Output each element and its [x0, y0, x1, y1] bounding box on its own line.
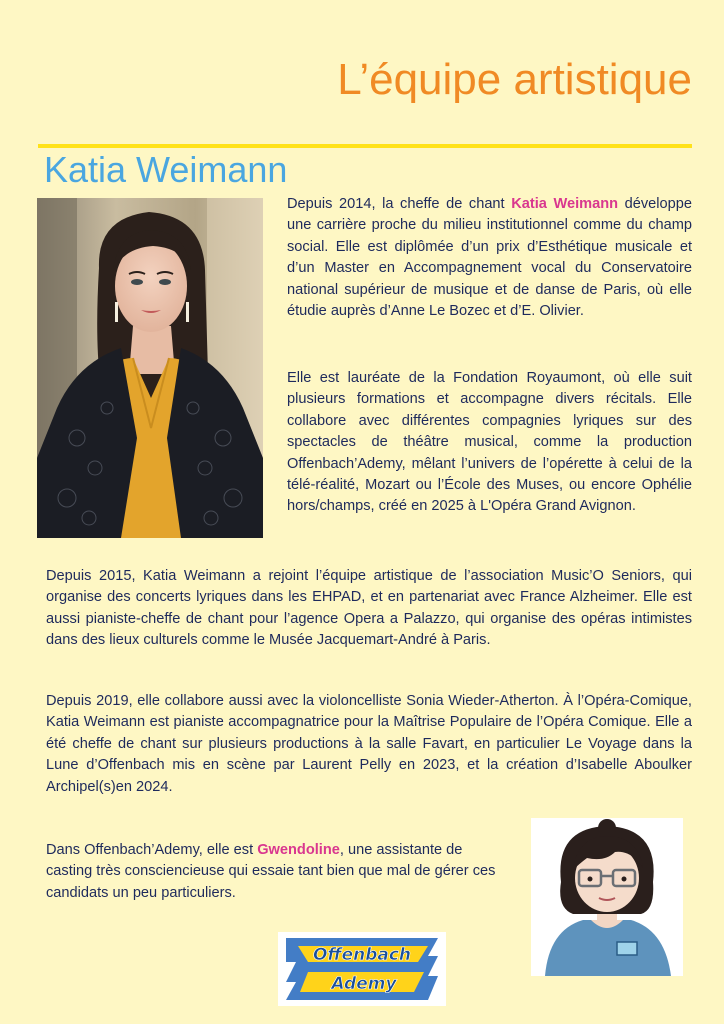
logo-line-2: Ademy [331, 974, 397, 994]
highlight-role: Gwendoline [257, 842, 340, 858]
bio-paragraph-4: Depuis 2019, elle collabore aussi avec la violoncelliste Sonia Wieder-Atherton. À l’Opéra-Comique, Katia Weimann est pianiste accompagnatrice pour la Maîtrise Populaire de l’Opéra Comique. Elle a été cheffe de chant sur plusieurs productions à la salle Favart, en particulier Le Voyage dans la Lune d’Offenbach mis en scène par Laurent Pelly en 2023, et la création d’Isabelle Aboulker Archipel(s)en 2024. [46, 693, 692, 795]
person-name: Katia Weimann [44, 149, 288, 190]
bio-paragraph-3: Depuis 2015, Katia Weimann a rejoint l’équipe artistique de l’association Music’O Seniors, qui organise des concerts lyriques dans les EHPAD, et en partenariat avec France Alzheimer. Elle est aussi pianiste-cheffe de chant pour l’agence Opera a Palazzo, qui organise des opéras intimistes dans des lieux culturels comme le Musée Jacquemart-André à Paris. [46, 568, 692, 649]
role-paragraph: Dans Offenbach’Ademy, elle est Gwendoline, une assistante de casting très consciencieuse qui essaie tant bien que mal de gérer ces candidats un peu particuliers. [46, 842, 496, 901]
offenbach-ademy-logo [278, 932, 446, 1006]
page-title: L’équipe artistique [337, 55, 692, 104]
portrait-photo [37, 198, 263, 538]
bio-paragraph-1: Depuis 2014, la cheffe de chant Katia Weimann développe une carrière proche du milieu institutionnel comme du champ social. Elle est diplômée d’un prix d’Esthétique musicale et d’un Master en Accompagnement vocal du Conservatoire national supérieur de musique et de danse de Paris, où elle étudie auprès d’Anne Le Bozec et d’E. Olivier. [287, 196, 692, 320]
logo-line-1: Offenbach [312, 945, 412, 965]
highlight-name: Katia Weimann [511, 196, 619, 212]
bio-paragraph-2: Elle est lauréate de la Fondation Royaumont, où elle suit plusieurs formations et accompagne divers récitals. Elle collabore avec différentes compagnies lyriques sur des spectacles de théâtre musical, comme la production Offenbach’Ademy, mêlant l’univers de l’opérette à celui de la télé-réalité, Mozart ou l’École des Muses, ou encore Ophélie hors/champs, créé en 2025 à L'Opéra Grand Avignon. [287, 370, 692, 515]
character-cartoon [531, 818, 683, 976]
